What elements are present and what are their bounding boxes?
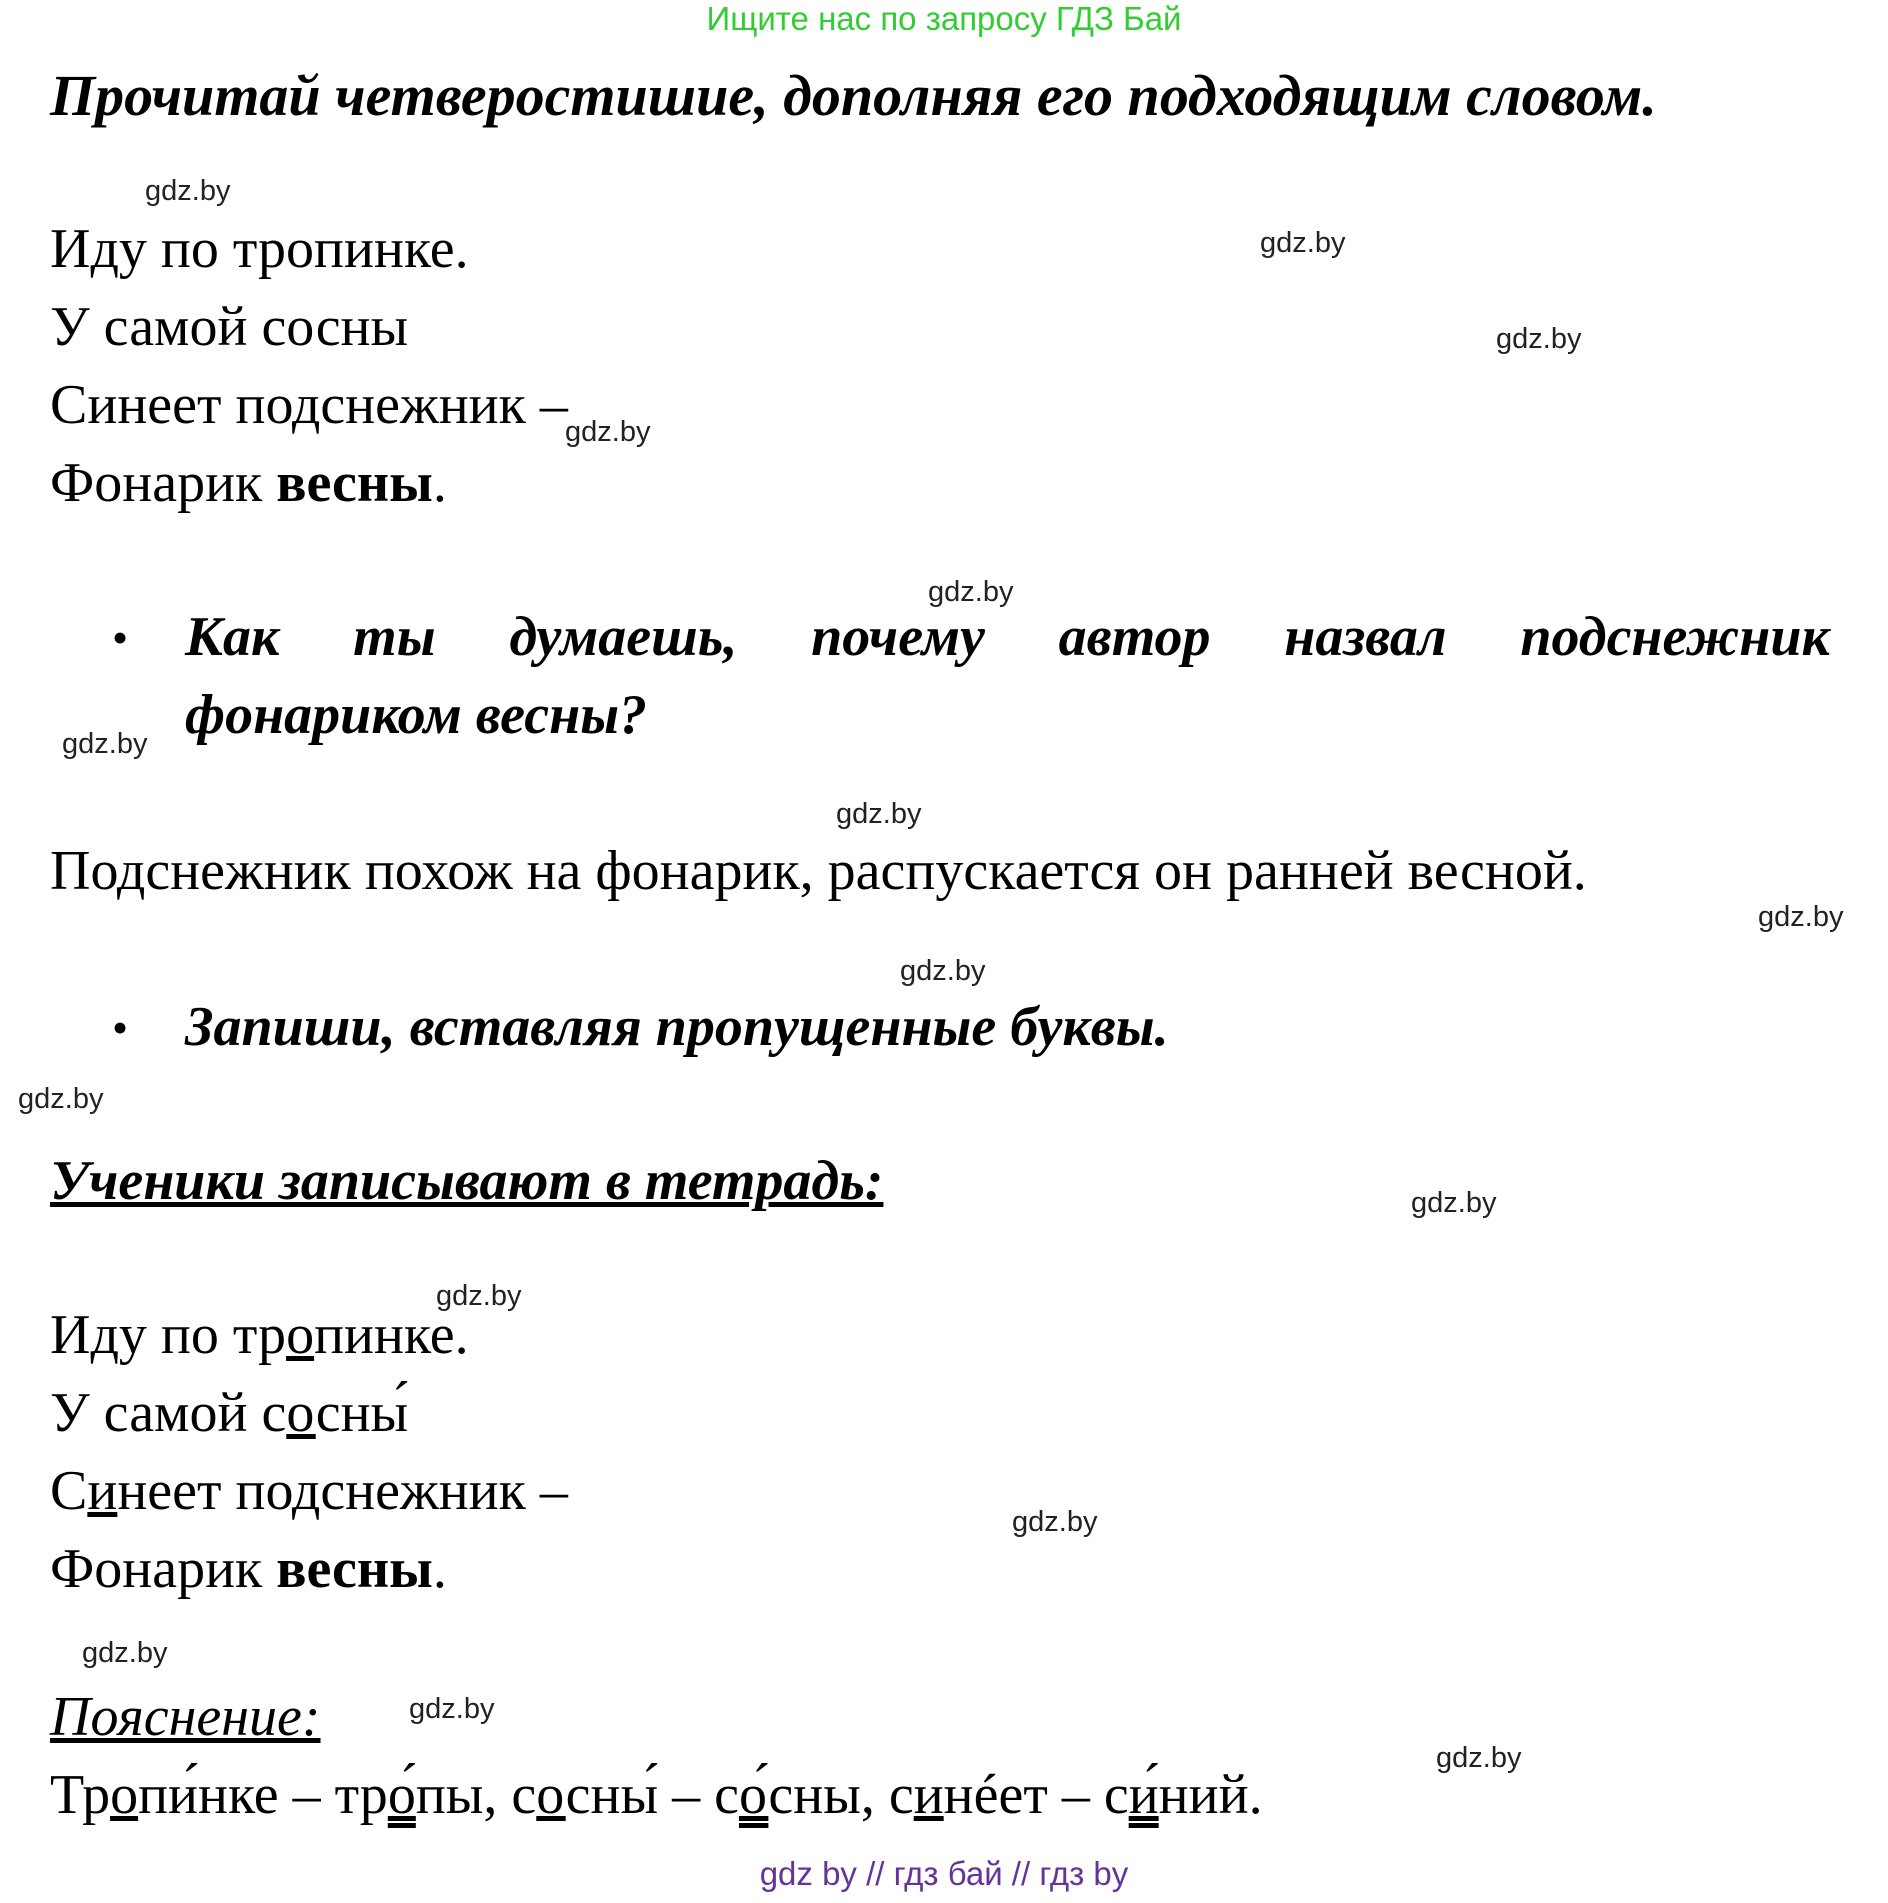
explanation-label: Пояснение: (50, 1686, 321, 1748)
watermark: gdz.by (1496, 323, 1582, 355)
bold-word: весны (276, 452, 433, 514)
top-banner: Ищите нас по запросу ГДЗ Бай (706, 0, 1182, 37)
question-1-line-2: фонариком весны? (185, 684, 648, 746)
explanation-text: Тропи́нке – тро́пы, сосны́ – со́сны, синéет – си́ний. (50, 1764, 1263, 1826)
watermark: gdz.by (409, 1693, 495, 1725)
poem-line-2: У самой сосны (50, 296, 409, 358)
poem-notebook (50, 1296, 568, 1608)
subheading: Ученики записывают в тетрадь: (50, 1150, 884, 1212)
notebook-line-4: Фонарик весны. (50, 1538, 447, 1600)
watermark: gdz.by (1411, 1187, 1497, 1219)
watermark: gdz.by (62, 728, 148, 760)
watermark: gdz.by (1758, 901, 1844, 933)
watermark: gdz.by (145, 175, 231, 207)
watermark: gdz.by (18, 1083, 104, 1115)
watermark: gdz.by (1260, 227, 1346, 259)
notebook-line-2: У самой сосны́ (50, 1382, 409, 1444)
bullet-icon: • (112, 612, 129, 663)
watermark: gdz.by (82, 1637, 168, 1669)
question-2: Запиши, вставляя пропущенные буквы. (185, 996, 1169, 1058)
poem-line-3: Синеет подснежник – (50, 374, 568, 436)
poem-original (50, 210, 568, 522)
watermark: gdz.by (436, 1280, 522, 1312)
watermark: gdz.by (900, 955, 986, 987)
footer-links: gdz by // гдз бай // гдз by (759, 1855, 1129, 1892)
bold-word: весны (276, 1538, 433, 1600)
bullet-icon: • (112, 1002, 129, 1053)
question-1-line-1: Как ты думаешь, почему автор назвал подснежник (185, 606, 1830, 668)
notebook-line-1: Иду по тропинке. (50, 1304, 469, 1366)
answer-1: Подснежник похож на фонарик, распускается он ранней весной. (50, 840, 1587, 902)
watermark: gdz.by (1012, 1506, 1098, 1538)
watermark: gdz.by (1436, 1742, 1522, 1774)
watermark: gdz.by (565, 416, 651, 448)
watermark: gdz.by (836, 798, 922, 830)
notebook-line-3: Синеет подснежник – (50, 1460, 568, 1522)
poem-line-1: Иду по тропинке. (50, 218, 469, 280)
watermark: gdz.by (928, 576, 1014, 608)
poem-line-4: Фонарик весны. (50, 452, 447, 514)
task-title: Прочитай четверостишие, дополняя его подходящим словом. (50, 63, 1657, 128)
